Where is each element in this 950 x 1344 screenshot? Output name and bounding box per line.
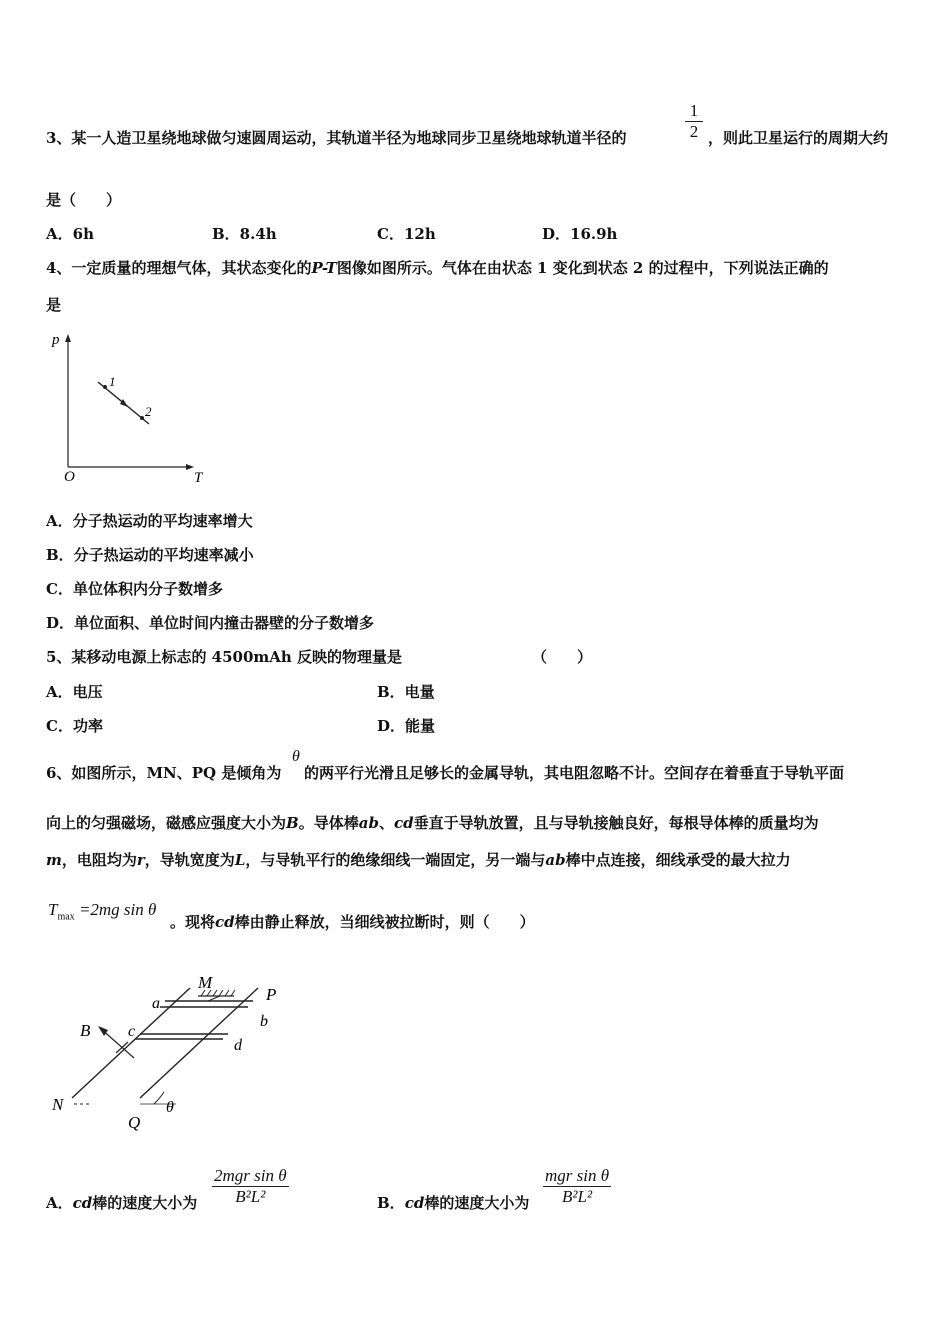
q6-var-b: B — [286, 814, 299, 832]
q6-l2a: 向上的匀强磁场，磁感应强度大小为 — [46, 814, 287, 832]
q6-var-cd-2: cd — [215, 913, 235, 931]
q4-pt-var: P-T — [311, 259, 337, 277]
q6-option-b[interactable] — [377, 1193, 529, 1213]
q6-rail-diagram — [48, 970, 308, 1140]
label-q: Q — [128, 1113, 141, 1132]
q6-l3a: ，电阻均为 — [61, 851, 137, 869]
thread — [208, 996, 220, 1001]
label-b-field: B — [80, 1021, 91, 1040]
q5-option-a[interactable]: A．电压 — [46, 683, 103, 701]
rail-mn — [72, 988, 190, 1098]
q6-l2b: 。导体棒 — [298, 814, 359, 832]
label-n: N — [52, 1095, 64, 1114]
q3-option-c[interactable]: C．12h — [377, 225, 436, 243]
q6-opt-b-post: 棒的速度大小为 — [424, 1194, 530, 1212]
label-theta: θ — [166, 1099, 174, 1116]
q4-option-a[interactable]: A．分子热运动的平均速率增大 — [46, 512, 253, 530]
q6-l2c: 、 — [378, 814, 394, 832]
q4-x-arrow — [186, 464, 194, 470]
q4-point-2 — [140, 416, 144, 420]
q5-line: 5、某移动电源上标志的 4500mAh 反映的物理量是 — [46, 648, 403, 666]
q6-var-ab-2: ab — [545, 851, 566, 869]
q4-point2-label: 2 — [145, 404, 152, 419]
q3-fraction — [685, 102, 703, 141]
q6-l4a: 。现将 — [170, 913, 216, 931]
q6-line2 — [46, 813, 819, 833]
q6-var-m: m — [46, 851, 62, 869]
q6-var-r: r — [136, 851, 145, 869]
q6-opt-b-cd: cd — [404, 1194, 425, 1212]
q4-option-c[interactable]: C．单位体积内分子数增多 — [46, 580, 223, 598]
q4-line1-pre: 4、一定质量的理想气体，其状态变化的 — [46, 259, 312, 277]
q4-point-1 — [103, 385, 107, 389]
q4-line1 — [46, 258, 829, 278]
q4-pt-graph — [50, 332, 210, 486]
q3-option-d[interactable]: D．16.9h — [542, 225, 618, 243]
q6-option-a-fraction — [212, 1167, 289, 1206]
q6-l2d: 垂直于导轨放置，且与导轨接触良好，每根导体棒的质量均为 — [413, 814, 819, 832]
q6-option-a[interactable] — [46, 1193, 197, 1213]
q5-option-c[interactable]: C．功率 — [46, 717, 103, 735]
q3-line1 — [46, 128, 626, 148]
q6-l3b: ，导轨宽度为 — [144, 851, 235, 869]
q6-line1-pre: 6、如图所示，MN、PQ 是倾角为 — [46, 764, 282, 782]
label-b: b — [260, 1013, 268, 1030]
q5-option-d[interactable]: D．能量 — [377, 717, 436, 735]
q6-formula-tmax — [48, 900, 156, 922]
q6-line3 — [46, 850, 791, 870]
q6-formula-rest: =2mg sin θ — [78, 900, 157, 919]
q3-option-b[interactable]: B．8.4h — [212, 225, 277, 243]
q4-y-label: p — [52, 332, 60, 348]
q6-opt-a-num: 2mgr sin θ — [214, 1166, 287, 1185]
q4-point1-label: 1 — [109, 374, 116, 389]
q6-var-ab: ab — [358, 814, 379, 832]
q6-option-b-fraction — [543, 1167, 611, 1206]
q4-option-d[interactable]: D．单位面积、单位时间内撞击器壁的分子数增多 — [46, 614, 375, 632]
q4-option-b[interactable]: B．分子热运动的平均速率减小 — [46, 546, 254, 564]
q4-line2: 是 — [46, 296, 62, 314]
q6-opt-a-post: 棒的速度大小为 — [92, 1194, 198, 1212]
q6-opt-b-den: B²L² — [562, 1187, 593, 1206]
label-a: a — [152, 995, 160, 1012]
q6-opt-a-den: B²L² — [235, 1187, 266, 1206]
q6-formula-sub: max — [57, 911, 75, 923]
q4-x-label: T — [194, 470, 203, 486]
q5-bracket: （ ） — [532, 648, 593, 666]
q6-formula-t: T — [48, 900, 58, 919]
q3-line2: 是（ ） — [46, 191, 122, 209]
label-p: P — [266, 985, 277, 1004]
q3-frac-den: 2 — [689, 122, 699, 141]
q6-opt-b-num: mgr sin θ — [545, 1166, 610, 1185]
q3-text: 3、某一人造卫星绕地球做匀速圆周运动，其轨道半径为地球同步卫星绕地球轨道半径的 — [46, 129, 627, 147]
q5-option-b[interactable]: B．电量 — [377, 683, 435, 701]
q6-var-cd: cd — [393, 814, 414, 832]
q6-l4b: 棒由静止释放，当细线被拉断时，则（ ） — [234, 913, 535, 931]
q4-line1-post: 图像如图所示。气体在由状态 1 变化到状态 2 的过程中，下列说法正确的 — [336, 259, 829, 277]
q6-line1-post: 的两平行光滑且足够长的金属导轨，其电阻忽略不计。空间存在着垂直于导轨平面 — [304, 764, 845, 782]
q6-var-l: L — [234, 851, 246, 869]
theta-arc — [154, 1092, 164, 1104]
q3-option-a[interactable]: A．6h — [46, 225, 94, 243]
q6-l3d: 棒中点连接，细线承受的最大拉力 — [565, 851, 791, 869]
q6-opt-a-pre: A． — [46, 1194, 73, 1212]
q6-line4 — [170, 912, 535, 932]
q6-opt-b-pre: B． — [377, 1194, 405, 1212]
label-d: d — [234, 1037, 242, 1054]
q3-line1-tail — [708, 128, 888, 148]
q3-tail: ，则此卫星运行的周期大约 — [708, 129, 889, 147]
q6-l3c: ，与导轨平行的绝缘细线一端固定，另一端与 — [245, 851, 546, 869]
label-c: c — [128, 1023, 136, 1040]
label-m: M — [198, 973, 213, 992]
q4-y-arrow — [65, 334, 71, 342]
q6-theta-inline: θ — [292, 748, 300, 765]
q4-origin-label: O — [64, 469, 75, 485]
q3-frac-num: 1 — [689, 101, 699, 120]
q6-opt-a-cd: cd — [72, 1194, 93, 1212]
